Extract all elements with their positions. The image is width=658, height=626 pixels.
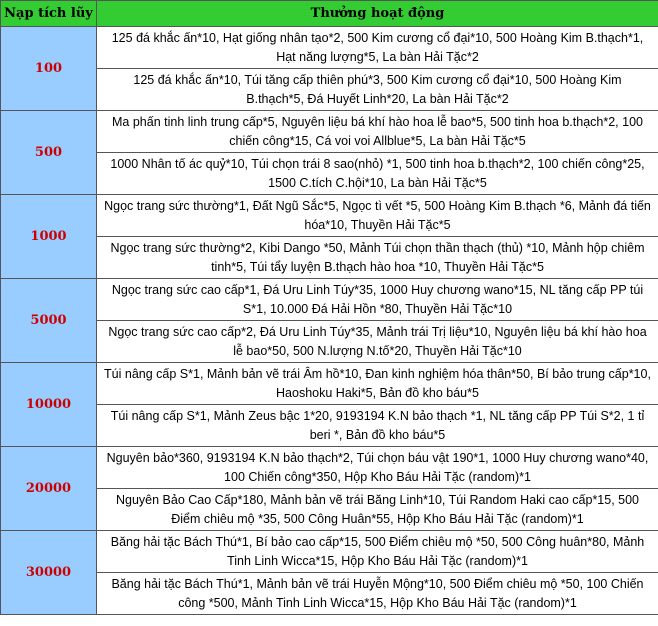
reward-cell: Nguyên Bảo Cao Cấp*180, Mảnh bản vẽ trái Băng Linh*10, Túi Random Haki cao cấp*15, 500 Điểm chiêu mộ *35, 500 Công Huân*55, Hộp Kho Báu Hải Tặc (random)*1 — [97, 489, 658, 531]
tier-amount: 100 — [1, 27, 97, 111]
reward-cell: Ngọc trang sức cao cấp*2, Đá Uru Linh Túy*35, Mảnh trái Trị liệu*10, Nguyên liệu bá khí hào hoa lễ bao*50, 500 N.lượng N.tố*20, Thuyền Hải Tặc*10 — [97, 321, 658, 363]
table-row — [1, 111, 658, 153]
table-row — [1, 405, 658, 447]
tier-amount: 10000 — [1, 363, 97, 447]
table-row — [1, 153, 658, 195]
table-row — [1, 237, 658, 279]
tier-amount: 30000 — [1, 531, 97, 615]
tier-amount: 1000 — [1, 195, 97, 279]
reward-cell: 125 đá khắc ấn*10, Hạt giống nhân tạo*2, 500 Kim cương cổ đại*10, 500 Hoàng Kim B.thạch*1, Hạt năng lượng*5, La bàn Hải Tặc*2 — [97, 27, 658, 69]
reward-cell: Túi nâng cấp S*1, Mảnh Zeus bậc 1*20, 9193194 K.N bảo thạch *1, NL tăng cấp PP Túi S*2, 1 tỉ beri *, Bản đồ kho báu*5 — [97, 405, 658, 447]
table-row — [1, 363, 658, 405]
reward-cell: Ngọc trang sức cao cấp*1, Đá Uru Linh Túy*35, 1000 Huy chương wano*15, NL tăng cấp PP túi S*1, 10.000 Đá Hải Hồn *80, Thuyền Hải Tặc*10 — [97, 279, 658, 321]
table-row — [1, 573, 658, 615]
reward-cell: Ngọc trang sức thường*2, Kibi Dango *50, Mảnh Túi chọn thần thạch (thủ) *10, Mảnh hộp chiêm tinh*5, Túi tẩy luyện B.thạch hào hoa *10, Thuyền Hải Tặc*5 — [97, 237, 658, 279]
reward-cell: Băng hải tặc Bách Thú*1, Bí bảo cao cấp*15, 500 Điểm chiêu mộ *50, 500 Công huân*80, Mảnh Tinh Linh Wicca*15, Hộp Kho Báu Hải Tặc (random)*1 — [97, 531, 658, 573]
reward-cell: Túi nâng cấp S*1, Mảnh bản vẽ trái Âm hồ*10, Đan kinh nghiệm hóa thân*50, Bí bảo trung cấp*10, Haoshoku Haki*5, Bản đồ kho báu*5 — [97, 363, 658, 405]
tier-amount: 5000 — [1, 279, 97, 363]
table-row — [1, 489, 658, 531]
reward-cell: 1000 Nhân tố ác quỷ*10, Túi chọn trái 8 sao(nhỏ) *1, 500 tinh hoa b.thạch*2, 100 chiến công*25, 1500 C.tích C.hội*10, La bàn Hải Tặc*5 — [97, 153, 658, 195]
reward-cell: Ma phấn tinh linh trung cấp*5, Nguyên liệu bá khí hào hoa lễ bao*5, 500 tinh hoa b.thạch*2, 100 chiến công*15, Cá voi voi Allblue*5, La bàn Hải Tặc*5 — [97, 111, 658, 153]
tier-amount: 20000 — [1, 447, 97, 531]
header-row — [1, 1, 658, 27]
reward-cell: Ngọc trang sức thường*1, Đất Ngũ Sắc*5, Ngọc tì vết *5, 500 Hoàng Kim B.thạch *6, Mảnh đá tiến hóa*10, Thuyền Hải Tặc*5 — [97, 195, 658, 237]
table-row — [1, 195, 658, 237]
reward-cell: 125 đá khắc ấn*10, Túi tăng cấp thiên phú*3, 500 Kim cương cổ đại*10, 500 Hoàng Kim B.thạch*5, Đá Huyết Linh*20, La bàn Hải Tặc*2 — [97, 69, 658, 111]
reward-cell: Nguyên bảo*360, 9193194 K.N bảo thạch*2, Túi chọn báu vật 190*1, 1000 Huy chương wano*40, 100 Chiến công*350, Hộp Kho Báu Hải Tặc (random)*1 — [97, 447, 658, 489]
header-reward: Thưởng hoạt động — [97, 1, 658, 27]
table-row — [1, 321, 658, 363]
table-row — [1, 279, 658, 321]
table-row — [1, 531, 658, 573]
tier-amount: 500 — [1, 111, 97, 195]
header-level: Nạp tích lũy — [1, 1, 97, 27]
table-row — [1, 69, 658, 111]
table-row — [1, 27, 658, 69]
table-row — [1, 447, 658, 489]
reward-cell: Băng hải tặc Bách Thú*1, Mảnh bản vẽ trái Huyễn Mộng*10, 500 Điểm chiêu mộ *50, 100 Chiến công *500, Mảnh Tinh Linh Wicca*15, Hộp Kho Báu Hải Tặc (random)*1 — [97, 573, 658, 615]
